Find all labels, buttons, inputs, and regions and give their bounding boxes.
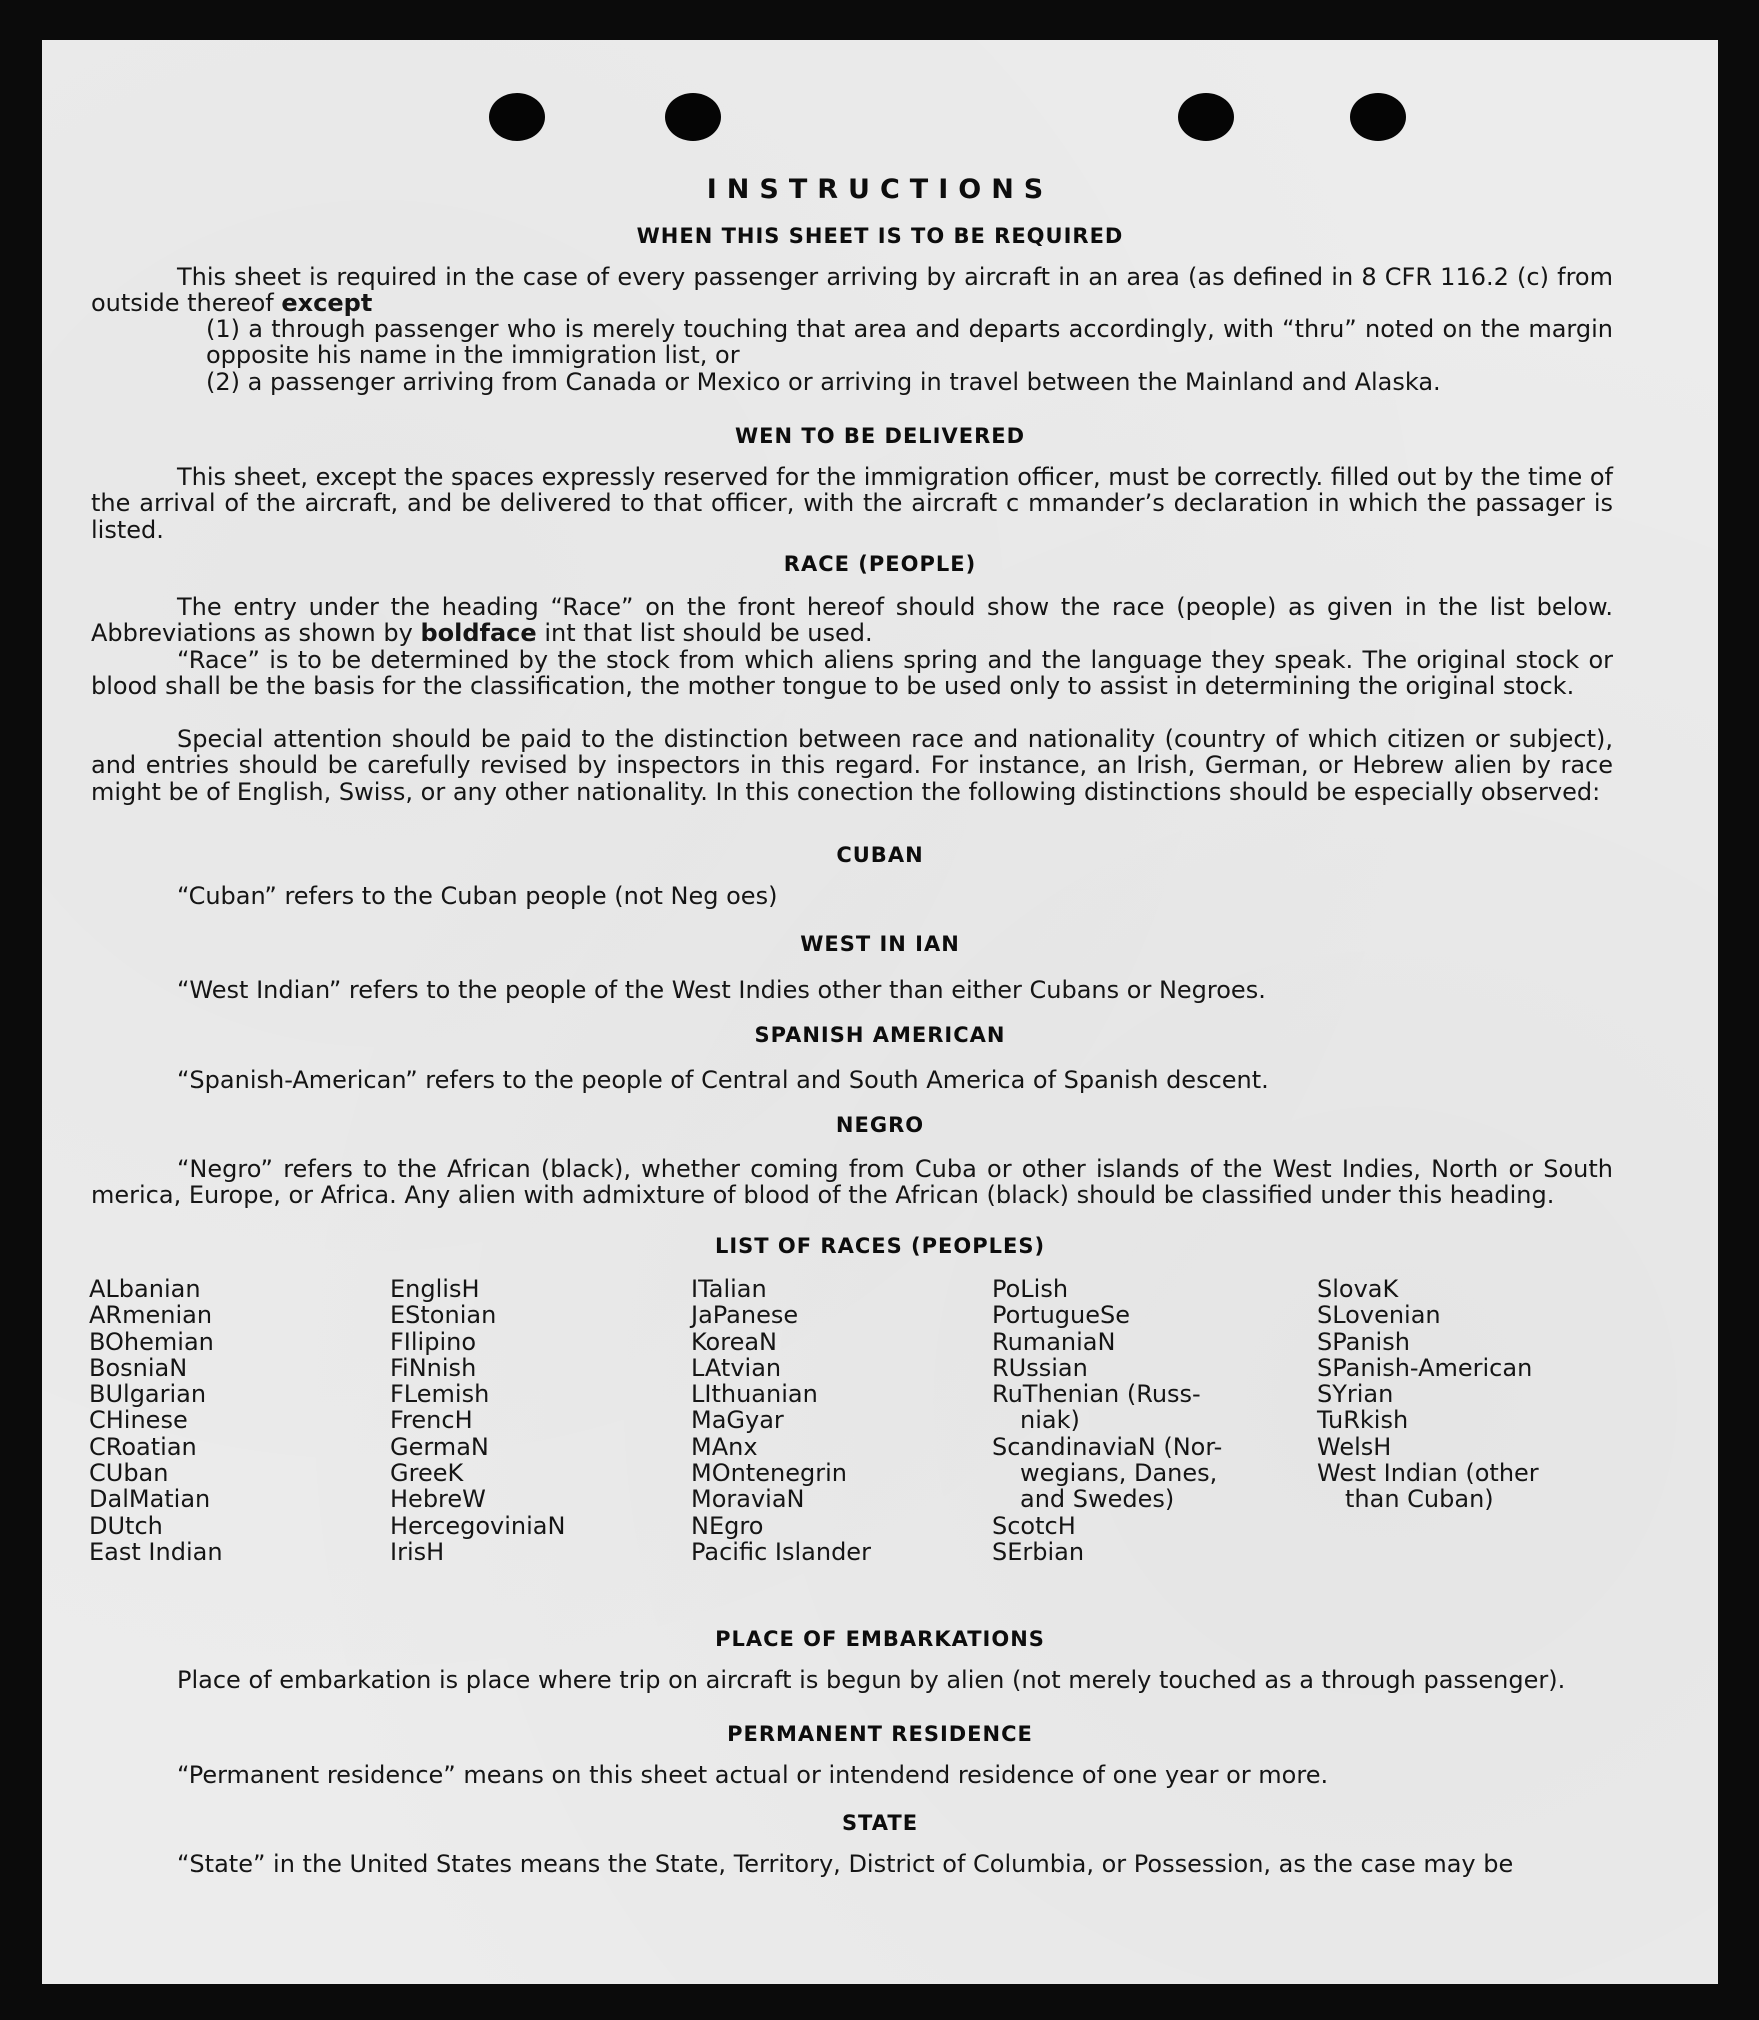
section-heading-required: WHEN THIS SHEET IS TO BE REQUIRED (636, 224, 1124, 248)
required-intro (91, 264, 1613, 317)
embarkation-text (91, 1667, 1613, 1693)
race-item: CHinese (89, 1406, 188, 1435)
race-item: MaGyar (691, 1406, 784, 1435)
negro-text-body: “Negro” refers to the African (black), whether coming from Cuba or other islands of the West Indies, North or South merica, Europe, or Africa. Any alien with admixture of blood of the African (black) should be classified under this heading. (91, 1155, 1613, 1210)
race-item: DalMatian (89, 1485, 211, 1514)
race-item: MOntenegrin (691, 1459, 847, 1488)
delivered-text (91, 464, 1613, 543)
race-item: Pacific Islander (691, 1537, 871, 1566)
race-item: ScotcH (992, 1511, 1076, 1540)
race-item: FrencH (390, 1406, 473, 1435)
race-item: SlovaK (1317, 1275, 1399, 1303)
section-heading-state: STATE (841, 1811, 919, 1835)
race-p3-text: Special attention should be paid to the distinction between race and nationality (country of which citizen or subject), and entries should be carefully revised by inspectors in this regard. For instance, an Irish, German, or Hebrew alien by race might be of English, Swiss, or any other nationality. In this conection the following distinctions should be especially observed: (91, 725, 1613, 806)
race-item: SErbian (992, 1537, 1085, 1566)
race-item: DUtch (89, 1511, 163, 1540)
race-item: HercegoviniaN (390, 1511, 566, 1540)
race-item: GreeK (390, 1459, 464, 1488)
race-item: BosniaN (89, 1353, 188, 1382)
west-indian-text (91, 977, 1613, 1003)
race-item: HebreW (390, 1485, 486, 1514)
races-column-5 (1317, 1276, 1539, 1513)
races-column-2 (390, 1276, 565, 1565)
race-item: LIthuanian (691, 1380, 818, 1409)
section-heading-delivered: WEN TO BE DELIVERED (734, 424, 1026, 448)
race-item: EnglisH (390, 1275, 480, 1303)
race-item: PoLish (992, 1275, 1069, 1303)
required-item-1: (1) a through passenger who is merely touching that area and departs accordingly, with “thru” noted on the margin opposite his name in the immigration list, or (206, 315, 1613, 370)
residence-text-body: “Permanent residence” means on this sheet actual or intendend residence of one year or more. (177, 1761, 1329, 1789)
race-paragraph-3 (91, 726, 1613, 805)
punch-hole (1178, 93, 1234, 141)
race-item: FLemish (390, 1380, 490, 1409)
race-item: MAnx (691, 1432, 758, 1461)
race-item: ScandinaviaN (Nor- (992, 1432, 1223, 1461)
punch-hole (489, 93, 545, 141)
race-p1-text: The entry under the heading “Race” on the front hereof should show the race (people) as given in the list below. Abbreviations as shown by (91, 593, 1613, 648)
races-column-4 (992, 1276, 1222, 1565)
race-item: East Indian (89, 1537, 223, 1566)
race-item: EStonian (390, 1301, 497, 1330)
race-item: FIlipino (390, 1327, 477, 1356)
race-item-continued: than Cuban) (1345, 1485, 1494, 1514)
race-item: SYrian (1317, 1380, 1394, 1409)
race-item-continued: wegians, Danes, (1020, 1459, 1218, 1488)
spanish-american-text-body: “Spanish-American” refers to the people of Central and South America of Spanish descent. (177, 1066, 1269, 1094)
race-item: SLovenian (1317, 1301, 1441, 1330)
state-text-body: “State” in the United States means the State, Territory, District of Columbia, or Possession, as the case may be (177, 1850, 1514, 1878)
race-item: FiNnish (390, 1353, 477, 1382)
section-heading-list-of-races: LIST OF RACES (PEOPLES) (714, 1234, 1046, 1258)
race-item: ALbanian (89, 1275, 201, 1303)
west-indian-text-body: “West Indian” refers to the people of the West Indies other than either Cubans or Negroes. (177, 976, 1266, 1004)
race-p1-tail: int that list should be used. (544, 619, 873, 648)
state-text (91, 1851, 1613, 1877)
race-item: RUssian (992, 1353, 1088, 1382)
boldface-word: boldface (420, 619, 537, 648)
required-item-2: (2) a passenger arriving from Canada or Mexico or arriving in travel between the Mainland and Alaska. (206, 368, 1441, 396)
required-intro-text: This sheet is required in the case of every passenger arriving by aircraft in an area (as defined in 8 CFR 116.2 (c) from outside thereof (91, 263, 1613, 318)
race-item: CUban (89, 1459, 169, 1488)
race-item: NEgro (691, 1511, 764, 1540)
race-item: TuRkish (1317, 1406, 1409, 1435)
race-item: IrisH (390, 1537, 445, 1566)
race-item: JaPanese (691, 1301, 799, 1330)
race-item: RuThenian (Russ- (992, 1380, 1201, 1409)
section-heading-residence: PERMANENT RESIDENCE (727, 1722, 1033, 1746)
race-paragraph-2 (91, 647, 1613, 700)
residence-text (91, 1762, 1613, 1788)
except-bold: except (281, 289, 373, 318)
document-page (42, 40, 1718, 1984)
race-item: PortugueSe (992, 1301, 1130, 1330)
page-title: INSTRUCTIONS (706, 174, 1054, 205)
race-item: GermaN (390, 1432, 489, 1461)
section-heading-negro: NEGRO (835, 1113, 925, 1137)
races-column-3 (691, 1276, 871, 1565)
race-p2-text: “Race” is to be determined by the stock from which aliens spring and the language they speak. The original stock or blood shall be the basis for the classification, the mother tongue to be used only to assist in determining the original stock. (91, 646, 1613, 701)
race-item-continued: niak) (1020, 1406, 1080, 1435)
race-item: ITalian (691, 1275, 767, 1303)
section-heading-spanish-american: SPANISH AMERICAN (754, 1023, 1006, 1047)
race-item: RumaniaN (992, 1327, 1116, 1356)
punch-hole (665, 93, 721, 141)
race-item: CRoatian (89, 1432, 197, 1461)
race-item: KoreaN (691, 1327, 777, 1356)
cuban-text (91, 883, 1613, 909)
race-item: LAtvian (691, 1353, 782, 1382)
races-column-1 (89, 1276, 223, 1565)
race-item: WelsH (1317, 1432, 1392, 1461)
race-paragraph-1 (91, 594, 1613, 647)
race-item: SPanish (1317, 1327, 1410, 1356)
race-item: West Indian (other (1317, 1459, 1539, 1488)
section-heading-race: RACE (PEOPLE) (783, 552, 977, 576)
race-item: ARmenian (89, 1301, 213, 1330)
race-item: SPanish-American (1317, 1353, 1533, 1382)
race-item-continued: and Swedes) (1020, 1485, 1175, 1514)
cuban-text-body: “Cuban” refers to the Cuban people (not Neg oes) (177, 882, 778, 910)
negro-text (91, 1156, 1613, 1209)
section-heading-embarkation: PLACE OF EMBARKATIONS (715, 1627, 1045, 1651)
race-item: MoraviaN (691, 1485, 805, 1514)
race-item: BUlgarian (89, 1380, 207, 1409)
section-heading-cuban: CUBAN (836, 843, 924, 867)
delivered-text-body: This sheet, except the spaces expressly reserved for the immigration officer, must be correctly. filled out by the time of the arrival of the aircraft, and be delivered to that officer, with the aircraft c mmander’s declaration in which the passager is listed. (91, 463, 1613, 544)
race-item: BOhemian (89, 1327, 214, 1356)
embarkation-text-body: Place of embarkation is place where trip on aircraft is begun by alien (not merely touched as a through passenger). (177, 1666, 1566, 1694)
section-heading-west-indian: WEST IN IAN (800, 932, 960, 956)
spanish-american-text (91, 1067, 1613, 1093)
punch-hole (1350, 93, 1406, 141)
